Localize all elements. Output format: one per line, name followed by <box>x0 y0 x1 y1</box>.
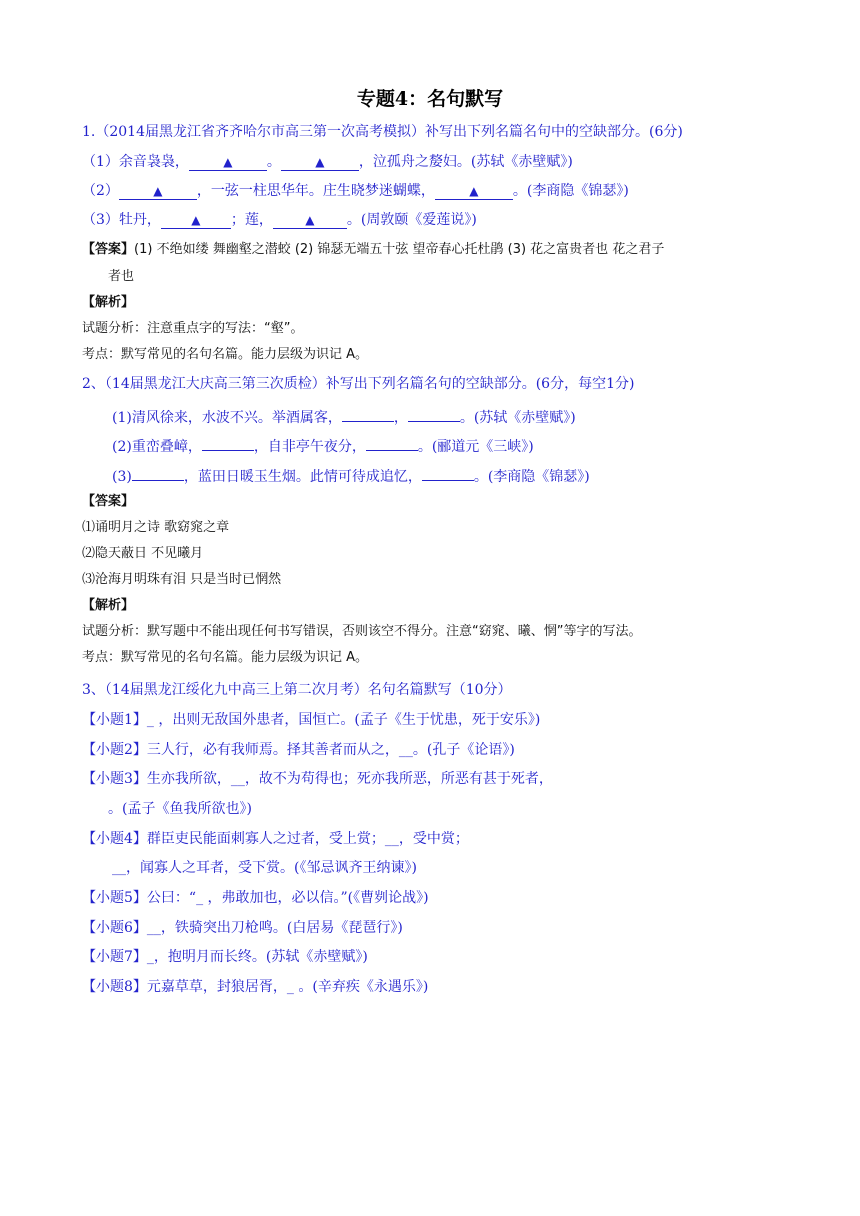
q2-line-3-text-a: (3) <box>112 469 132 485</box>
q1-line-1 <box>82 152 573 172</box>
q1-blank <box>189 152 267 171</box>
q3-item-text: __，闻寡人之耳者，受下赏。(《邹忌讽齐王纳谏》) <box>112 860 417 876</box>
q2-answer-2: ⑵隐天蔽日 不见曦月 <box>82 546 204 561</box>
q3-item <box>82 740 515 760</box>
q3-item-label: 【小题1】 <box>82 712 147 728</box>
q2-line-3-text-c: 。(李商隐《锦瑟》) <box>473 469 590 485</box>
q2-blank <box>342 403 394 422</box>
q2-blank <box>132 462 184 481</box>
q1-analysis: 试题分析：注意重点字的写法：“壑”。 <box>82 321 304 336</box>
q3-item-text: _，抱明月而长终。(苏轼《赤壁赋》) <box>146 949 368 965</box>
q3-item <box>82 977 428 997</box>
q3-item-text: 三人行，必有我师焉。择其善者而从之，__。(孔子《论语》) <box>146 742 515 758</box>
q1-answer <box>82 240 664 260</box>
q3-item-label: 【小题7】 <box>82 949 147 965</box>
q1-line-2 <box>82 181 629 201</box>
blank-marker: ▲ <box>223 155 233 169</box>
q2-answer-1: ⑴诵明月之诗 歌窈窕之章 <box>82 520 230 535</box>
q3-item-continued <box>112 858 417 878</box>
q3-item-continued <box>108 799 252 819</box>
blank-marker: ▲ <box>153 184 163 198</box>
blank-marker: ▲ <box>191 213 201 227</box>
blank-marker: ▲ <box>315 155 325 169</box>
q2-line-1-text-a: (1)清风徐来，水波不兴。举酒属客， <box>112 410 342 426</box>
q3-item <box>82 947 368 967</box>
q2-line-1-text-b: ， <box>393 410 408 426</box>
q3-item-label: 【小题8】 <box>82 979 147 995</box>
q1-line-3-text-c: 。(周敦颐《爱莲说》) <box>346 212 477 228</box>
q2-line-2-text-b: ，自非亭午夜分， <box>253 439 366 455</box>
q1-blank <box>435 181 513 200</box>
q1-kaodian: 考点：默写常见的名句名篇。能力层级为识记 A。 <box>82 347 369 362</box>
q2-blank <box>408 403 460 422</box>
q2-header: 2、（14届黑龙江大庆高三第三次质检）补写出下列名篇名句的空缺部分。(6分，每空1分) <box>82 376 635 392</box>
q1-answer-continued: 者也 <box>108 269 135 284</box>
q1-line-1-text-b: 。 <box>266 154 281 170</box>
q3-item-label: 【小题6】 <box>82 920 147 936</box>
q3-item-text: 。(孟子《鱼我所欲也》) <box>108 801 252 817</box>
q1-line-3-text-a: （3）牡丹， <box>82 212 161 228</box>
q3-item <box>82 829 469 849</box>
q2-blank <box>202 432 254 451</box>
q3-header: 3、（14届黑龙江绥化九中高三上第二次月考）名句名篇默写（10分） <box>82 682 512 698</box>
q3-item-text: 公曰：“_ ，弗敢加也，必以信。”(《曹刿论战》) <box>146 890 429 906</box>
q1-line-2-text-c: 。(李商隐《锦瑟》) <box>512 183 629 199</box>
q3-item-label: 【小题4】 <box>82 831 147 847</box>
q2-line-1-text-c: 。(苏轼《赤壁赋》) <box>459 410 576 426</box>
q1-line-2-text-a: （2） <box>82 183 119 199</box>
q3-item-text: _ ，出则无敌国外患者，国恒亡。(孟子《生于忧患，死于安乐》) <box>146 712 541 728</box>
q2-answer-3: ⑶沧海月明珠有泪 只是当时已惘然 <box>82 572 282 587</box>
q3-item-text: __，铁骑突出刀枪鸣。(白居易《琵琶行》) <box>146 920 403 936</box>
q1-line-3 <box>82 210 477 230</box>
answer-label: 【答案】 <box>82 242 135 257</box>
blank-marker: ▲ <box>305 213 315 227</box>
q1-header: 1.（2014届黑龙江省齐齐哈尔市高三第一次高考模拟）补写出下列名篇名句中的空缺部分。(6分) <box>82 124 683 140</box>
q2-analysis: 试题分析：默写题中不能出现任何书写错误，否则该空不得分。注意“窈窕、曦、惘”等字的写法。 <box>82 624 642 639</box>
q1-line-1-text-a: （1）余音袅袅， <box>82 154 189 170</box>
q2-line-1 <box>112 403 576 428</box>
q2-answer-label: 【答案】 <box>82 494 135 509</box>
q1-line-3-text-b: ；莲， <box>230 212 273 228</box>
q1-blank <box>273 210 347 229</box>
q3-item <box>82 769 553 789</box>
q2-line-2 <box>112 432 534 457</box>
answer-text: (1) 不绝如缕 舞幽壑之潜蛟 (2) 锦瑟无端五十弦 望帝春心托杜鹃 (3) 花之富贵者也 花之君子 <box>134 242 665 257</box>
q3-item-label: 【小题5】 <box>82 890 147 906</box>
q2-analysis-label: 【解析】 <box>82 598 135 613</box>
q3-item <box>82 710 540 730</box>
q1-blank <box>281 152 359 171</box>
q2-line-2-text-a: (2)重峦叠嶂， <box>112 439 202 455</box>
q2-line-3 <box>112 462 590 487</box>
q3-item-label: 【小题2】 <box>82 742 147 758</box>
q3-item <box>82 888 429 908</box>
q2-line-3-text-b: ，蓝田日暖玉生烟。此情可待成追忆， <box>183 469 422 485</box>
blank-marker: ▲ <box>469 184 479 198</box>
q3-item-text: 生亦我所欲，__，故不为苟得也；死亦我所恶，所恶有甚于死者， <box>146 771 553 787</box>
q3-item <box>82 918 403 938</box>
q1-blank <box>161 210 231 229</box>
q1-blank <box>119 181 197 200</box>
q3-item-label: 【小题3】 <box>82 771 147 787</box>
q1-analysis-label: 【解析】 <box>82 295 135 310</box>
q2-line-2-text-c: 。(郦道元《三峡》) <box>417 439 534 455</box>
q2-blank <box>422 462 474 481</box>
q2-blank <box>366 432 418 451</box>
q1-line-1-text-c: ，泣孤舟之嫠妇。(苏轼《赤壁赋》) <box>358 154 573 170</box>
q3-item-text: 群臣吏民能面刺寡人之过者，受上赏；__，受中赏； <box>146 831 469 847</box>
q2-kaodian: 考点：默写常见的名句名篇。能力层级为识记 A。 <box>82 650 369 665</box>
q1-line-2-text-b: ，一弦一柱思华年。庄生晓梦迷蝴蝶， <box>196 183 435 199</box>
q3-item-text: 元嘉草草，封狼居胥，_ 。(辛弃疾《永遇乐》) <box>146 979 429 995</box>
page-title: 专题4：名句默写 <box>356 88 504 110</box>
